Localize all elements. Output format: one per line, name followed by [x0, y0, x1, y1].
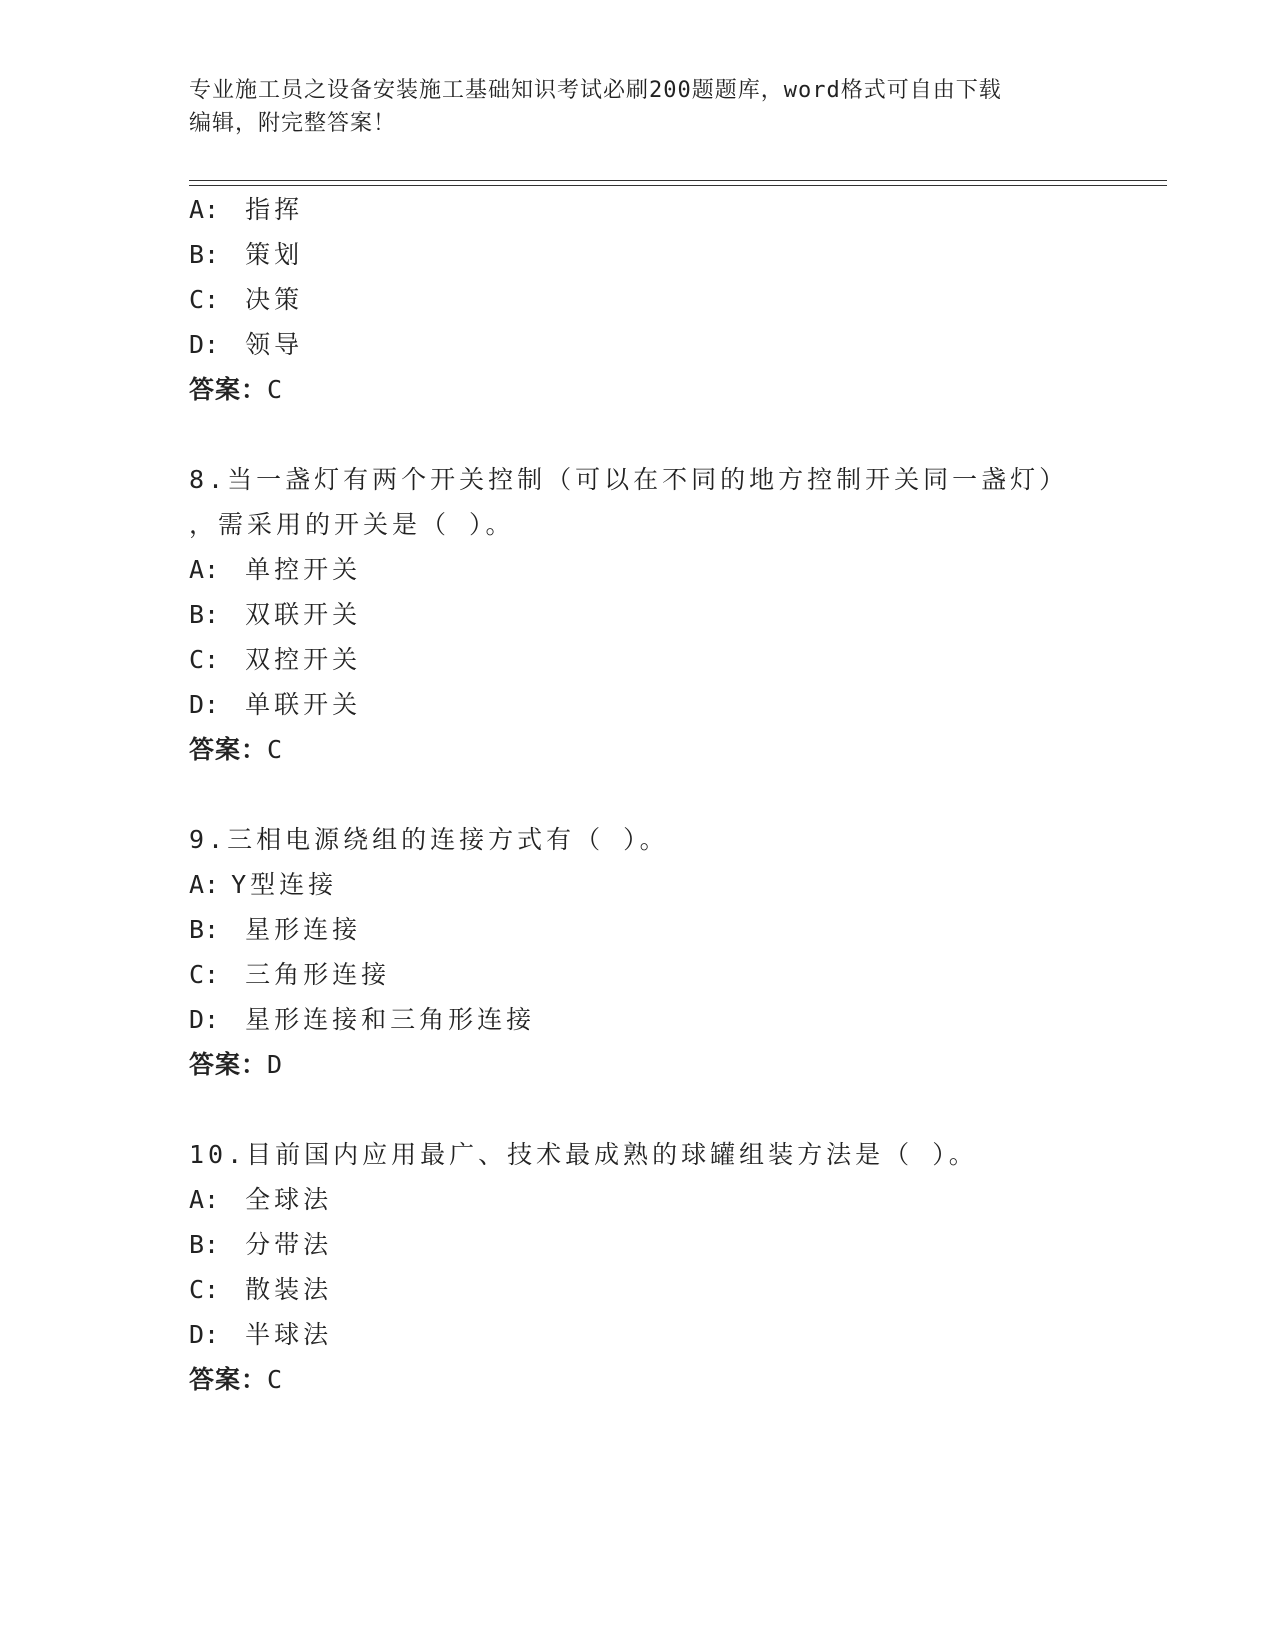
option-key: D:	[189, 690, 220, 719]
option-text: 双联开关	[245, 600, 362, 629]
option-text: 领导	[245, 330, 304, 359]
answer-label: 答案：	[189, 1050, 268, 1079]
option-text: 全球法	[245, 1185, 333, 1214]
option-key: C:	[189, 285, 220, 314]
q10-answer	[189, 1365, 283, 1395]
answer-label: 答案：	[189, 735, 268, 764]
q9-option-d	[189, 1005, 535, 1035]
q7-option-d	[189, 330, 303, 360]
answer-value: C	[267, 735, 284, 764]
option-key: B:	[189, 600, 220, 629]
q9-answer	[189, 1050, 283, 1080]
answer-value: D	[267, 1050, 284, 1079]
q10-stem-line-1: 10.目前国内应用最广、技术最成熟的球罐组装方法是（ ）。	[189, 1140, 978, 1169]
answer-label: 答案：	[189, 375, 268, 404]
option-key: D:	[189, 1320, 220, 1349]
q9-stem-line-1: 9.三相电源绕组的连接方式有（ ）。	[189, 825, 669, 854]
option-key: B:	[189, 240, 220, 269]
option-key: A:	[189, 870, 220, 899]
q9-option-c	[189, 960, 390, 990]
option-key: D:	[189, 1005, 220, 1034]
option-text: 双控开关	[245, 645, 362, 674]
option-key: D:	[189, 330, 220, 359]
option-text: 星形连接	[245, 915, 362, 944]
option-key: A:	[189, 195, 220, 224]
option-key: B:	[189, 915, 220, 944]
option-text: 三角形连接	[245, 960, 391, 989]
header-divider-bottom	[189, 185, 1167, 186]
q7-option-c	[189, 285, 303, 315]
header-title-line-2: 编辑，附完整答案！	[189, 111, 397, 136]
header-title-line-1: 专业施工员之设备安装施工基础知识考试必刷200题题库，word格式可自由下载	[189, 78, 1002, 103]
option-text: 单控开关	[245, 555, 362, 584]
option-text: 指挥	[245, 195, 304, 224]
q10-option-d	[189, 1320, 332, 1350]
q10-option-b	[189, 1230, 332, 1260]
option-key: C:	[189, 960, 220, 989]
q7-answer	[189, 375, 283, 405]
option-key: C:	[189, 645, 220, 674]
option-text: 半球法	[245, 1320, 333, 1349]
header-divider-top	[189, 180, 1167, 181]
answer-label: 答案：	[189, 1365, 268, 1394]
q9-option-a	[189, 870, 337, 900]
document-header	[189, 74, 1089, 140]
q8-stem-line-1: 8.当一盏灯有两个开关控制（可以在不同的地方控制开关同一盏灯）	[189, 465, 1069, 494]
q7-option-a	[189, 195, 303, 225]
option-text: Y型连接	[231, 870, 338, 899]
option-text: 星形连接和三角形连接	[245, 1005, 536, 1034]
q8-option-b	[189, 600, 361, 630]
q8-option-a	[189, 555, 361, 585]
q7-option-b	[189, 240, 303, 270]
answer-value: C	[267, 375, 284, 404]
q9-option-b	[189, 915, 361, 945]
option-key: B:	[189, 1230, 220, 1259]
option-text: 分带法	[245, 1230, 333, 1259]
option-text: 散装法	[245, 1275, 333, 1304]
option-key: A:	[189, 555, 220, 584]
option-text: 决策	[245, 285, 304, 314]
answer-value: C	[267, 1365, 284, 1394]
q8-option-c	[189, 645, 361, 675]
q10-option-c	[189, 1275, 332, 1305]
option-key: C:	[189, 1275, 220, 1304]
q8-answer	[189, 735, 283, 765]
option-text: 策划	[245, 240, 304, 269]
q8-option-d	[189, 690, 361, 720]
option-key: A:	[189, 1185, 220, 1214]
q10-option-a	[189, 1185, 332, 1215]
option-text: 单联开关	[245, 690, 362, 719]
q8-stem-line-2: ，需采用的开关是（ ）。	[189, 510, 515, 539]
